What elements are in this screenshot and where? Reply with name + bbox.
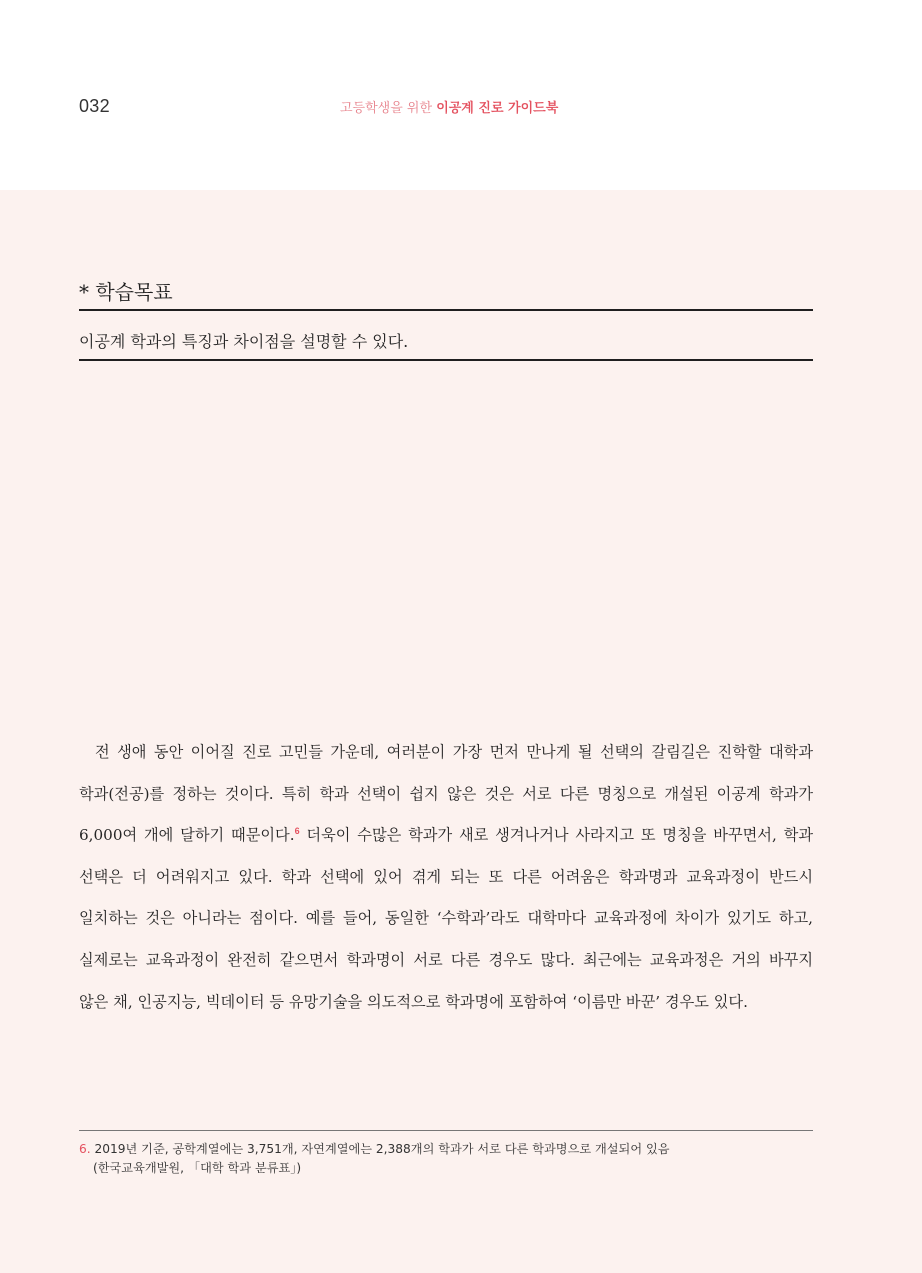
body-line (79, 815, 813, 857)
content-area (0, 190, 922, 1273)
running-title-emphasis: 이공계 진로 가이드북 (436, 101, 559, 116)
learning-objectives-text: 이공계 학과의 특징과 차이점을 설명할 수 있다. (79, 332, 409, 351)
body-line: 전 생애 동안 이어질 진로 고민들 가운데, 여러분이 가장 먼저 만나게 될 선택의 갈림길은 진학할 대학과 (95, 743, 813, 761)
footnote-divider (79, 1130, 813, 1131)
body-line: 않은 채, 인공지능, 빅데이터 등 유망기술을 의도적으로 학과명에 포함하여 ‘이름만 바꾼’ 경우도 있다. (79, 992, 748, 1011)
page-number: 032 (79, 96, 110, 116)
learning-objectives-heading: * 학습목표 (79, 280, 173, 304)
footnote-text: 2019년 기준, 공학계열에는 3,751개, 자연계열에는 2,388개의 학과가 서로 다른 학과명으로 개설되어 있음 (90, 1142, 670, 1156)
objectives-bottom-rule (79, 359, 813, 361)
body-line: 학과(전공)를 정하는 것이다. 특히 학과 선택이 쉽지 않은 것은 서로 다른 명칭으로 개설된 이공계 학과가 (79, 784, 813, 803)
body-line: 선택은 더 어려워지고 있다. 학과 선택에 있어 겪게 되는 또 다른 어려움은 학과명과 교육과정이 반드시 (79, 867, 813, 886)
body-line-segment: 더욱이 수많은 학과가 새로 생겨나거나 사라지고 또 명칭을 바꾸면서, 학과 (299, 826, 813, 845)
footnote (79, 1140, 670, 1178)
body-line: 일치하는 것은 아니라는 점이다. 예를 들어, 동일한 ‘수학과’라도 대학마다 교육과정에 차이가 있기도 하고, (79, 909, 813, 928)
body-line-segment: 6,000여 개에 달하기 때문이다. (79, 826, 295, 845)
page-header (0, 0, 922, 190)
running-title (340, 97, 558, 116)
body-paragraph (79, 732, 813, 1023)
footnote-source: (한국교육개발원, 「대학 학과 분류표」) (93, 1161, 302, 1175)
footnote-reference[interactable]: 6 (294, 826, 300, 837)
footnote-line (79, 1140, 670, 1159)
objectives-top-rule (79, 309, 813, 311)
running-title-prefix: 고등학생을 위한 (340, 101, 433, 116)
footnote-number: 6. (79, 1142, 91, 1156)
body-line: 실제로는 교육과정이 완전히 같으면서 학과명이 서로 다른 경우도 많다. 최근에는 교육과정은 거의 바꾸지 (79, 950, 813, 969)
